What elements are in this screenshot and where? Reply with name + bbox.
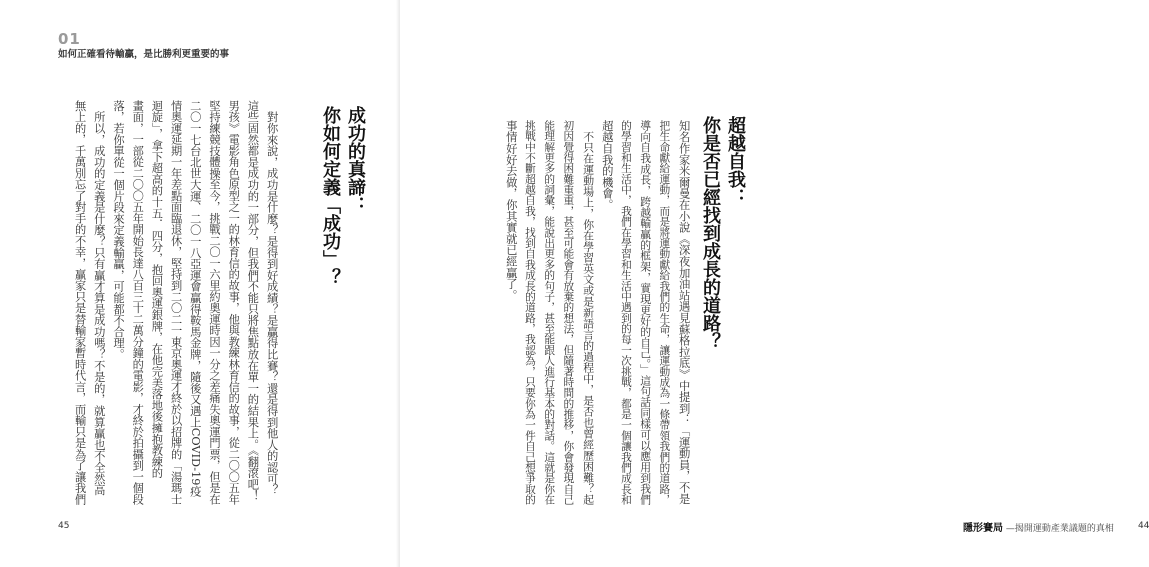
book-subtitle: —揭開運動產業議題的真相 — [1005, 524, 1114, 534]
text-column: 這些固然都是成功的一部分，但我們不能只將焦點放在單一的結果上。《翻滾吧！ — [246, 100, 260, 502]
text-column: 把生命獻給運動，而是將運動獻給我們的生命，讓運動成為一條帶領我們的道路， — [658, 120, 672, 505]
text-column: 二〇一七台北世大運、二〇一八亞運會贏得鞍馬金牌，隨後又遇上COVID-19疫 — [188, 100, 202, 497]
page-number-right: 44 — [1138, 521, 1149, 531]
text-column: 所以，成功的定義是什麼？只有贏才算是成功嗎？不是的，就算贏也不全然高 — [92, 100, 106, 496]
text-column: 超越自我的機會。 — [600, 120, 614, 211]
text-column: 知名作家米爾曼在小說《深夜加油站遇見蘇格拉底》中提到：「運動員，不是 — [677, 120, 691, 505]
text-column: 無上的，千萬別忘了對手的不幸，贏家只是替輸家暫時代言，而輸只是為了讓我們 — [73, 100, 87, 505]
text-column: 迴旋」，拿下超高的十五．四分，抱回奧運銀牌，在他完美落地後擁抱教練的 — [150, 100, 164, 479]
text-column: 不只在運動場上，你在學習英文或是新語言的過程中，是否也曾經歷困難？起 — [581, 120, 595, 505]
text-column: 男孩》電影角色原型之一的林育信的故事，他與教練林育信的故事，從二〇〇五年 — [227, 100, 241, 505]
book-title: 隱形賽局 — [963, 523, 1003, 534]
left-page — [0, 0, 400, 567]
heading-line: 超越自我： — [725, 116, 746, 206]
text-column: 堅持練競技體操至今，挑戰二〇一六里約奧運時因一分之差痛失奧運門票，但是在 — [207, 100, 221, 505]
text-column: 情奧運延期一年差點面臨退休，堅持到二〇二一東京奧運才終於以招牌的「湯瑪士 — [169, 100, 183, 505]
text-column: 的學習和生活中，我們在學習和生活中遇到的每一次挑戰，都是一個讓我們成長和 — [619, 120, 633, 505]
chapter-title: 如何正確看待輸贏，是比勝利更重要的事 — [58, 49, 230, 60]
page-number-left: 45 — [58, 521, 70, 531]
text-column: 挑戰中不斷超越自我，找到自我成長的道路，我認為，只要你為一件自己想爭取的 — [523, 120, 537, 505]
heading-line: 你如何定義「成功」？ — [320, 106, 341, 286]
text-column: 事情好好去做，你其實就已經贏了。 — [504, 120, 518, 301]
text-column: 初因覺得困難重重，甚至可能會有放棄的想法，但隨著時間的推移，你會發現自己 — [562, 120, 576, 505]
running-head — [963, 519, 1114, 534]
heading-line: 成功的真諦： — [345, 106, 366, 214]
chapter-number: 01 — [58, 30, 81, 48]
text-column: 畫面，一部從二〇〇五年開始長達八百三十二萬分鐘的電影，才終於拍攝到一個段 — [131, 100, 145, 505]
text-column: 能理解更多的詞彙，能說出更多的句子，甚至能跟人進行基本的對話。這就是你在 — [543, 120, 557, 505]
text-column: 落，若你單從一個片段來定義輸贏，可能都不合理。 — [111, 100, 125, 360]
heading-line: 你是否已經找到成長的道路？ — [700, 116, 721, 350]
text-column: 對你來說，成功是什麼？是得到好成績？是贏得比賽？還是得到他人的認可？ — [265, 100, 279, 496]
right-page — [400, 0, 1149, 567]
text-column: 導向自我成長，跨越輸贏的框架，實現更好的自己。」這句話同樣可以應用到我們 — [639, 120, 653, 505]
